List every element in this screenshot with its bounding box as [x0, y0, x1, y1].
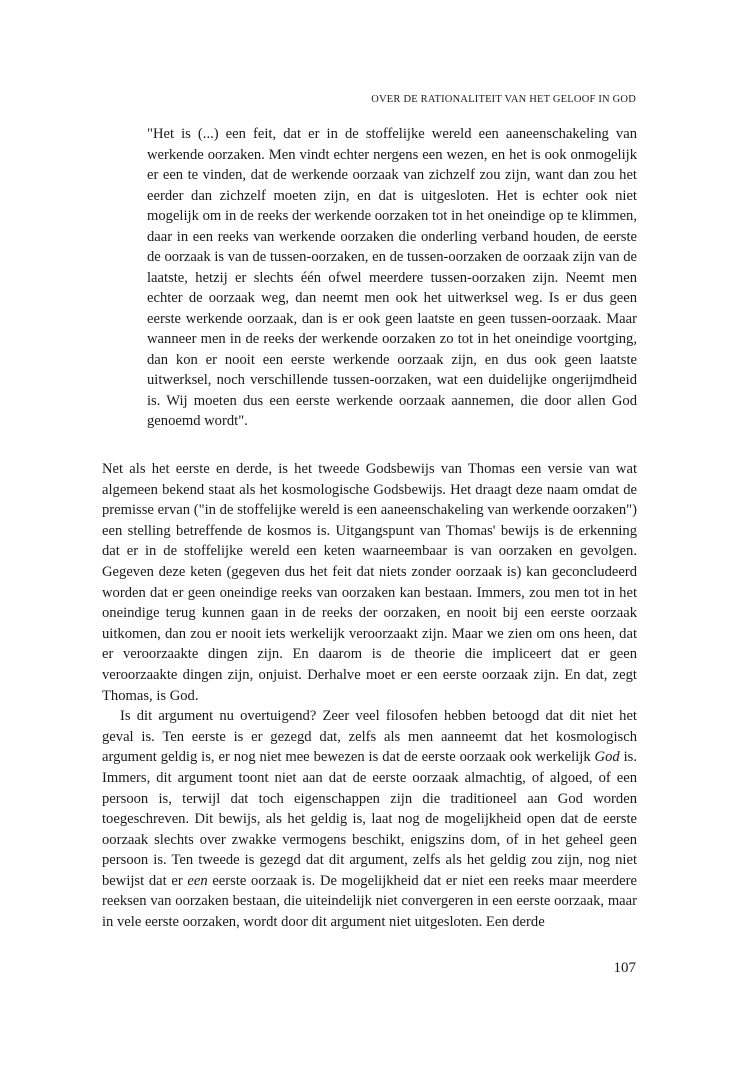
paragraph-2-part-c: eerste oorzaak is. De mogelijkheid dat er niet een reeks maar meerdere reeksen van oorzaken bestaan, die uiteindelijk niet convergeren in een eerste oorzaak, maar in vele eerste oorzaken, wordt door dit argument niet uitgesloten. Een derde — [102, 872, 637, 931]
paragraph-2-part-b: is. Immers, dit argument toont niet aan dat de eerste oorzaak almachtig, of algoed, of een persoon is, terwijl dat toch eigenschappen zijn die traditioneel aan God worden toegeschreven. Dit bewijs, als het geldig is, laat nog de mogelijkheid open dat de eerste oorzaak slechts over zwakke vermogens beschikt, enigszins dom, of in het geheel geen persoon is. Ten tweede is gezegd dat dit argument, zelfs als het geldig zou zijn, nog niet bewijst dat er — [102, 749, 637, 889]
paragraph-1: Net als het eerste en derde, is het tweede Godsbewijs van Thomas een versie van wat algemeen bekend staat als het kosmologische Godsbewijs. Het draagt deze naam omdat de premisse ervan ("in de stoffelijke wereld is een aaneenschakeling van werkende oorzaken") een stelling betreffende de kosmos is. Uitgangspunt van Thomas' bewijs is de erkenning dat er in de stoffelijke wereld een keten waarneembaar is van oorzaken en gevolgen. Gegeven deze keten (gegeven dus het feit dat niets zonder oorzaak is) kan geconcludeerd worden dat er geen oneindige reeks van oorzaken kan bestaan. Immers, zou men tot in het oneindige terug kunnen gaan in de reeks der oorzaken, en nooit bij een eerste oorzaak uitkomen, dan zou er nooit iets werkelijk veroorzaakt zijn. Maar we zien om ons heen, dat er veroorzaakte dingen zijn. En daarom is de theorie die impliceert dat er geen veroorzaakte dingen zijn, onjuist. Derhalve moet er een eerste oorzaak zijn. En dat, zegt Thomas, is God. — [102, 461, 637, 704]
paragraph-2-part-a: Is dit argument nu overtuigend? Zeer veel filosofen hebben betoogd dat dit niet het geval is. Ten eerste is er gezegd dat, zelfs als men aanneemt dat het kosmologisch argument geldig is, er nog niet mee bewezen is dat de eerste oorzaak ook werkelijk — [102, 708, 637, 766]
body-text — [102, 459, 637, 933]
block-quote: "Het is (...) een feit, dat er in de stoffelijke wereld een aaneenschakeling van werkende oorzaken. Men vindt echter nergens een wezen, en het is ook onmogelijk er een te vinden, dat de werkende oorzaak van zichzelf zou zijn, want dan zou het eerder dan zichzelf moeten zijn, en dat is uitgesloten. Het is echter ook niet mogelijk om in de reeks der werkende oorzaken tot in het oneindige op te klimmen, daar in een reeks van werkende oorzaken die onderling verband houden, de eerste de oorzaak is van de tussen-oorzaken, en de tussen-oorzaken de oorzaak zijn van de laatste, hetzij er slechts één ofwel meerdere tussen-oorzaken zijn. Neemt men echter de oorzaak weg, dan neemt men ook het uitwerksel weg. Is er dus geen eerste werkende oorzaak, dan is er ook geen laatste en geen tussen-oorzaak. Maar wanneer men in de reeks der werkende oorzaken zo tot in het oneindige voortging, dan kon er nooit een eerste werkende oorzaak zijn, en dus ook geen laatste uitwerksel, noch verschillende tussen-oorzaken, wat een duidelijke ongerijmdheid is. Wij moeten dus een eerste werkende oorzaak aannemen, die door allen God genoemd wordt". — [147, 126, 637, 429]
paragraph-2 — [102, 706, 637, 933]
page-number: 107 — [613, 960, 636, 976]
emphasis-een: een — [187, 872, 208, 889]
running-header: OVER DE RATIONALITEIT VAN HET GELOOF IN GOD — [371, 94, 636, 105]
emphasis-god: God — [594, 749, 620, 766]
